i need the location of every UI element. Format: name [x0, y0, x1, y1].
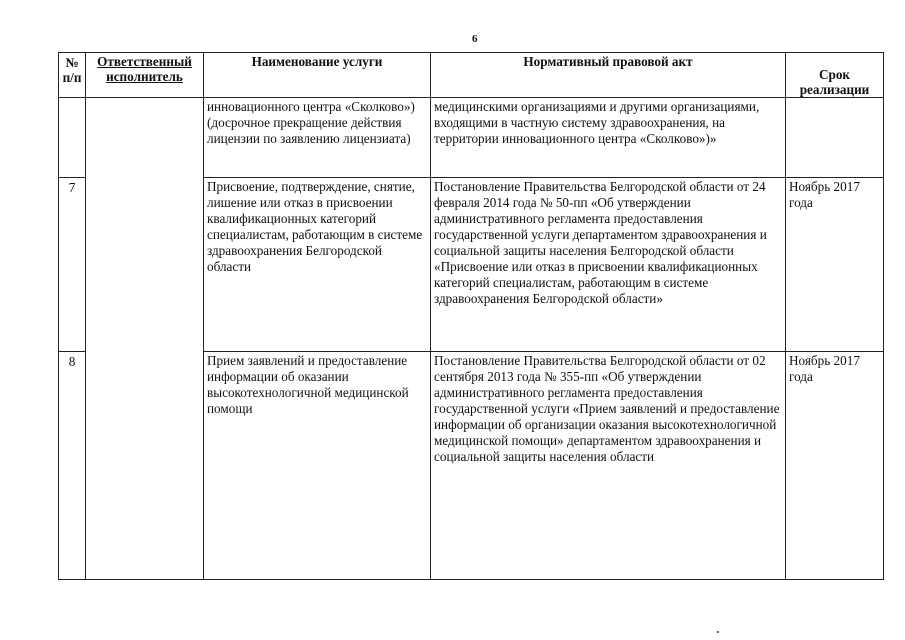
header-deadline [786, 53, 884, 98]
deadline-cell [786, 98, 884, 178]
act-cell: медицинскими организациями и другими организациями, входящими в частную систему здравоохранения, на территории инновационного центра «Сколково»)» [431, 98, 786, 178]
header-executor-line1: Ответственный [97, 54, 192, 69]
row-number [59, 98, 86, 178]
header-deadline-line2: реализации [799, 82, 870, 97]
header-executor-line2: исполнитель [106, 69, 183, 84]
header-number-line2: п/п [62, 70, 82, 85]
row-number: 7 [59, 178, 86, 352]
header-number-line1: № [65, 55, 79, 70]
services-table [58, 52, 884, 580]
table-header-row [59, 53, 884, 98]
deadline-cell: Ноябрь 2017 года [786, 178, 884, 352]
header-act: Нормативный правовой акт [431, 53, 786, 98]
service-cell: Прием заявлений и предоставление информации об оказании высокотехнологичной медицинской помощи [204, 352, 431, 580]
header-executor [86, 53, 204, 98]
row-number: 8 [59, 352, 86, 580]
service-cell: инновационного центра «Сколково») (досрочное прекращение действия лицензии по заявлению лицензиата) [204, 98, 431, 178]
act-cell: Постановление Правительства Белгородской области от 24 февраля 2014 года № 50-пп «Об утверждении административного регламента предоставления государственной услуги департаментом здравоохранения и социальной защиты населения Белгородской области «Присвоение или отказ в присвоении квалификационных категорий специалистам, работающим в системе здравоохранения Белгородской области» [431, 178, 786, 352]
header-service: Наименование услуги [204, 53, 431, 98]
header-number [59, 53, 86, 98]
page-number: 6 [472, 33, 478, 45]
executor-cell [86, 98, 204, 580]
header-deadline-line1: Срок [818, 67, 851, 82]
service-cell: Присвоение, подтверждение, снятие, лишение или отказ в присвоении квалификационных категорий специалистам, работающим в системе здравоохранения Белгородской области [204, 178, 431, 352]
scan-speck [717, 631, 719, 633]
deadline-cell: Ноябрь 2017 года [786, 352, 884, 580]
act-cell: Постановление Правительства Белгородской области от 02 сентября 2013 года № 355-пп «Об утверждении административного регламента предоставления государственной услуги «Прием заявлений и предоставление информации об организации оказания высокотехнологичной медицинской помощи» департаментом здравоохранения и социальной защиты населения области [431, 352, 786, 580]
table-row [59, 98, 884, 178]
